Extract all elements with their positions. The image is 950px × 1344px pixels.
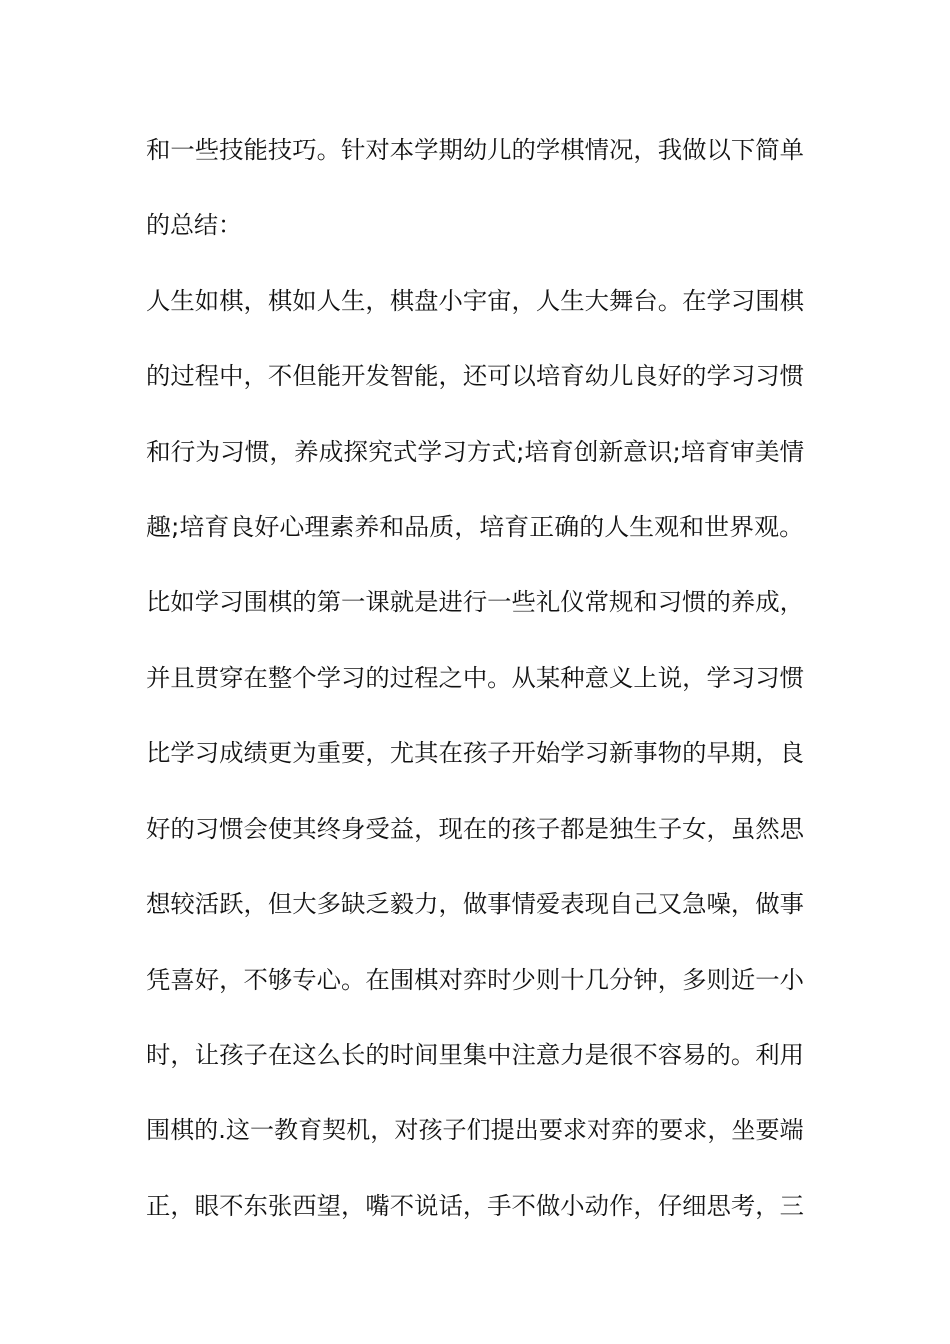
text-line: 凭喜好，不够专心。在围棋对弈时少则十几分钟，多则近一小	[146, 966, 804, 994]
text-line: 人生如棋，棋如人生，棋盘小宇宙，人生大舞台。在学习围棋	[146, 287, 804, 315]
text-line: 的过程中，不但能开发智能，还可以培育幼儿良好的学习习惯	[146, 362, 804, 390]
text-line: 和行为习惯，养成探究式学习方式;培育创新意识;培育审美情	[146, 438, 805, 466]
text-line: 和一些技能技巧。针对本学期幼儿的学棋情况，我做以下简单	[146, 136, 804, 164]
text-line: 想较活跃，但大多缺乏毅力，做事情爱表现自己又急噪，做事	[146, 890, 804, 918]
text-line: 趣;培育良好心理素养和品质，培育正确的人生观和世界观。	[146, 513, 805, 541]
text-line: 的总结：	[146, 211, 242, 239]
text-line: 正，眼不东张西望，嘴不说话，手不做小动作，仔细思考，三	[146, 1192, 804, 1220]
text-line: 围棋的.这一教育契机，对孩子们提出要求对弈的要求，坐要端	[146, 1116, 804, 1144]
text-line: 时，让孩子在这么长的时间里集中注意力是很不容易的。利用	[146, 1041, 804, 1069]
text-line: 比如学习围棋的第一课就是进行一些礼仪常规和习惯的养成，	[146, 588, 804, 616]
text-line: 并且贯穿在整个学习的过程之中。从某种意义上说，学习习惯	[146, 664, 804, 692]
text-line: 比学习成绩更为重要，尤其在孩子开始学习新事物的早期，良	[146, 739, 804, 767]
text-line: 好的习惯会使其终身受益，现在的孩子都是独生子女，虽然思	[146, 815, 804, 843]
